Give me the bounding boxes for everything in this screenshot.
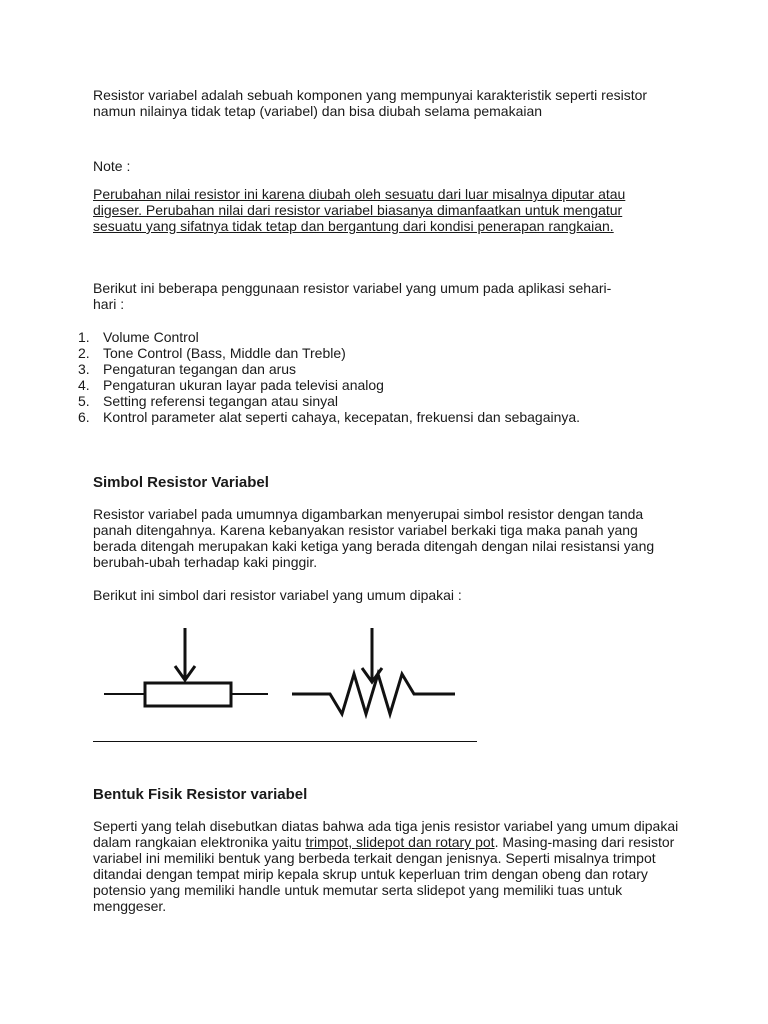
list-item xyxy=(70,361,580,377)
usage-intro: Berikut ini beberapa penggunaan resistor variabel yang umum pada aplikasi sehari-hari : xyxy=(93,280,612,312)
list-text: Pengaturan tegangan dan arus xyxy=(103,361,297,377)
physical-section-heading: Bentuk Fisik Resistor variabel xyxy=(93,786,308,803)
symbol-section-intro: Berikut ini simbol dari resistor variabel yang umum dipakai : xyxy=(93,587,462,603)
list-number: 6. xyxy=(78,409,90,425)
list-number: 3. xyxy=(78,361,90,377)
variable-resistor-symbols xyxy=(100,622,470,722)
list-number: 5. xyxy=(78,393,90,409)
list-number: 1. xyxy=(78,329,90,345)
symbol-section-paragraph: Resistor variabel pada umumnya digambarkan menyerupai simbol resistor dengan tanda panah ditengahnya. Karena kebanyakan resistor variabel berkaki tiga maka panah yang berada ditengah merupakan kaki ketiga yang berada ditengah dengan nilai resistansi yang berubah-ubah terhadap kaki pinggir. xyxy=(93,506,655,570)
note-label: Note : xyxy=(93,158,131,174)
list-text: Tone Control (Bass, Middle dan Treble) xyxy=(103,345,346,361)
zigzag-potentiometer-symbol xyxy=(292,628,455,714)
intro-paragraph: Resistor variabel adalah sebuah komponen yang mempunyai karakteristik seperti resistor namun nilainya tidak tetap (variabel) dan bisa diubah selama pemakaian xyxy=(93,87,648,119)
symbol-section-heading: Simbol Resistor Variabel xyxy=(93,474,269,491)
resistor-types-link[interactable]: trimpot, slidepot dan rotary pot xyxy=(305,834,495,850)
note-paragraph: Perubahan nilai resistor ini karena diubah oleh sesuatu dari luar misalnya diputar atau digeser. Perubahan nilai dari resistor variabel biasanya dimanfaatkan untuk mengatur sesuatu yang sifatnya tidak tetap dan bergantung dari kondisi penerapan rangkaian. xyxy=(93,186,626,234)
list-item xyxy=(70,409,580,425)
list-text: Kontrol parameter alat seperti cahaya, kecepatan, frekuensi dan sebagainya. xyxy=(103,409,581,425)
list-item xyxy=(70,329,580,345)
list-number: 2. xyxy=(78,345,90,361)
list-text: Setting referensi tegangan atau sinyal xyxy=(103,393,339,409)
rectangle-potentiometer-symbol xyxy=(104,628,268,706)
list-item xyxy=(70,393,580,409)
physical-text-after-link: . Masing-masing dari resistor variabel ini memiliki bentuk yang berbeda terkait dengan jenisnya. Seperti misalnya trimpot ditandai dengan tempat mirip kepala skrup untuk keperluan trim dengan obeng dan rotary potensio yang memiliki handle untuk memutar serta slidepot yang memiliki tuas untuk menggeser. xyxy=(93,834,675,914)
list-item xyxy=(70,377,580,393)
list-text: Pengaturan ukuran layar pada televisi analog xyxy=(103,377,384,393)
physical-text-before-link: Seperti yang telah disebutkan diatas bahwa ada tiga jenis resistor variabel yang umum dipakai dalam rangkaian elektronika yaitu xyxy=(93,818,679,850)
list-number: 4. xyxy=(78,377,90,393)
list-item xyxy=(70,345,580,361)
physical-section-paragraph xyxy=(93,818,683,914)
usage-list xyxy=(70,329,580,425)
horizontal-divider xyxy=(93,741,477,742)
list-text: Volume Control xyxy=(103,329,199,345)
